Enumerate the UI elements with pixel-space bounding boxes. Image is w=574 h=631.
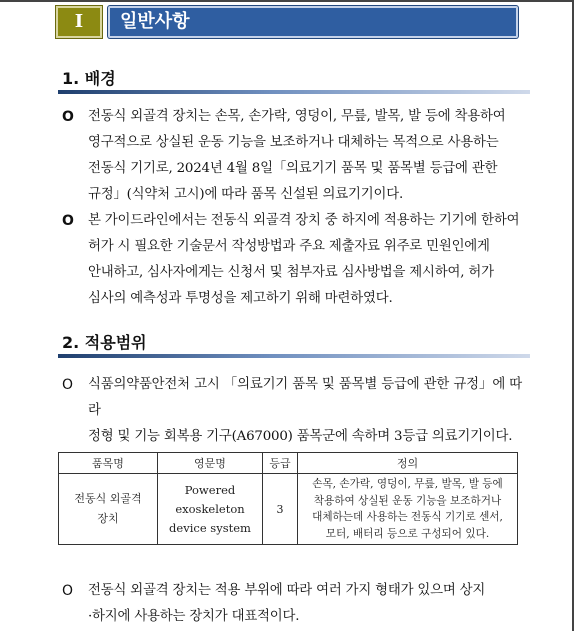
text-line: 심사의 예측성과 투명성을 제고하기 위해 마련하였다. [88,291,393,306]
definition-line: 대체하는데 사용하는 전동식 기기로 센서, [312,511,503,523]
item-name-text: 전동식 외골격 장치 [74,492,142,525]
scope-intro-paragraph [62,372,522,450]
english-line: exoskeleton [175,501,245,516]
header-item-name: 품목명 [59,453,158,474]
table-header-row [59,453,518,474]
cell-english-name [158,474,263,545]
text-line: 식품의약품안전처 고시 「의료기기 품목 및 품목별 등급에 관한 규정」에 따라 [88,377,522,418]
bullet-circle-icon: O [62,109,74,125]
table-row [59,474,518,545]
text-line: 안내하고, 심사자에게는 신청서 및 첨부자료 심사방법을 제시하여, 허가 [88,265,494,280]
english-line: device system [169,520,251,535]
section-heading-background: 1. 배경 [62,69,116,88]
bullet-paragraph-1 [62,104,522,208]
text-line: 전동식 외골격 장치는 손목, 손가락, 영덩이, 무릎, 발목, 발 등에 착용하여 [88,109,506,124]
definition-line: 모터, 배터리 등으로 구성되어 있다. [325,527,490,540]
text-line: 정형 및 기능 회복용 기구(A67000) 품목군에 속하며 3등급 의료기기이다. [88,429,513,444]
chapter-title: 일반사항 [108,6,518,38]
header-grade: 등급 [263,453,298,474]
text-line: 허가 시 필요한 기술문서 작성방법과 주요 제출자료 위주로 민원인에게 [88,239,490,254]
page-top-border [0,0,574,2]
bullet-paragraph-2 [62,208,522,312]
text-line: 본 가이드라인에서는 전동식 외골격 장치 중 하지에 적용하는 기기에 한하여 [88,213,520,228]
text-line: ·하지에 사용하는 장치가 대표적이다. [88,609,300,624]
text-line: 전동식 기기로, 2024년 4월 8일「의료기기 품목 및 품목별 등급에 관한 [88,161,498,176]
cell-definition [298,474,518,545]
header-english-name: 영문명 [158,453,263,474]
chapter-banner [56,6,518,40]
scope-outro-paragraph [62,578,522,630]
bullet-circle-icon: O [62,583,73,599]
section-rule [58,354,530,358]
bullet-circle-icon: O [62,377,73,393]
text-line: 영구적으로 상실된 운동 기능을 보조하거나 대체하는 목적으로 사용하는 [88,135,499,150]
text-line: 전동식 외골격 장치는 적용 부위에 따라 여러 가지 형태가 있으며 상지 [88,583,486,598]
english-line: Powered [184,482,236,497]
classification-table [58,452,518,545]
cell-grade: 3 [263,474,298,545]
section-heading-scope: 2. 적용범위 [62,333,147,352]
definition-line: 착용하여 상실된 운동 기능을 보조하거나 [313,494,502,507]
chapter-number: I [56,6,102,38]
header-definition: 정의 [298,453,518,474]
section-rule [58,90,530,94]
definition-line: 손목, 손가락, 영덩이, 무릎, 발목, 발 등에 [312,478,503,490]
cell-item-name [59,474,158,545]
text-line: 규정」(식약처 고시)에 따라 품목 신설된 의료기기이다. [88,187,404,202]
bullet-circle-icon: O [62,213,74,229]
